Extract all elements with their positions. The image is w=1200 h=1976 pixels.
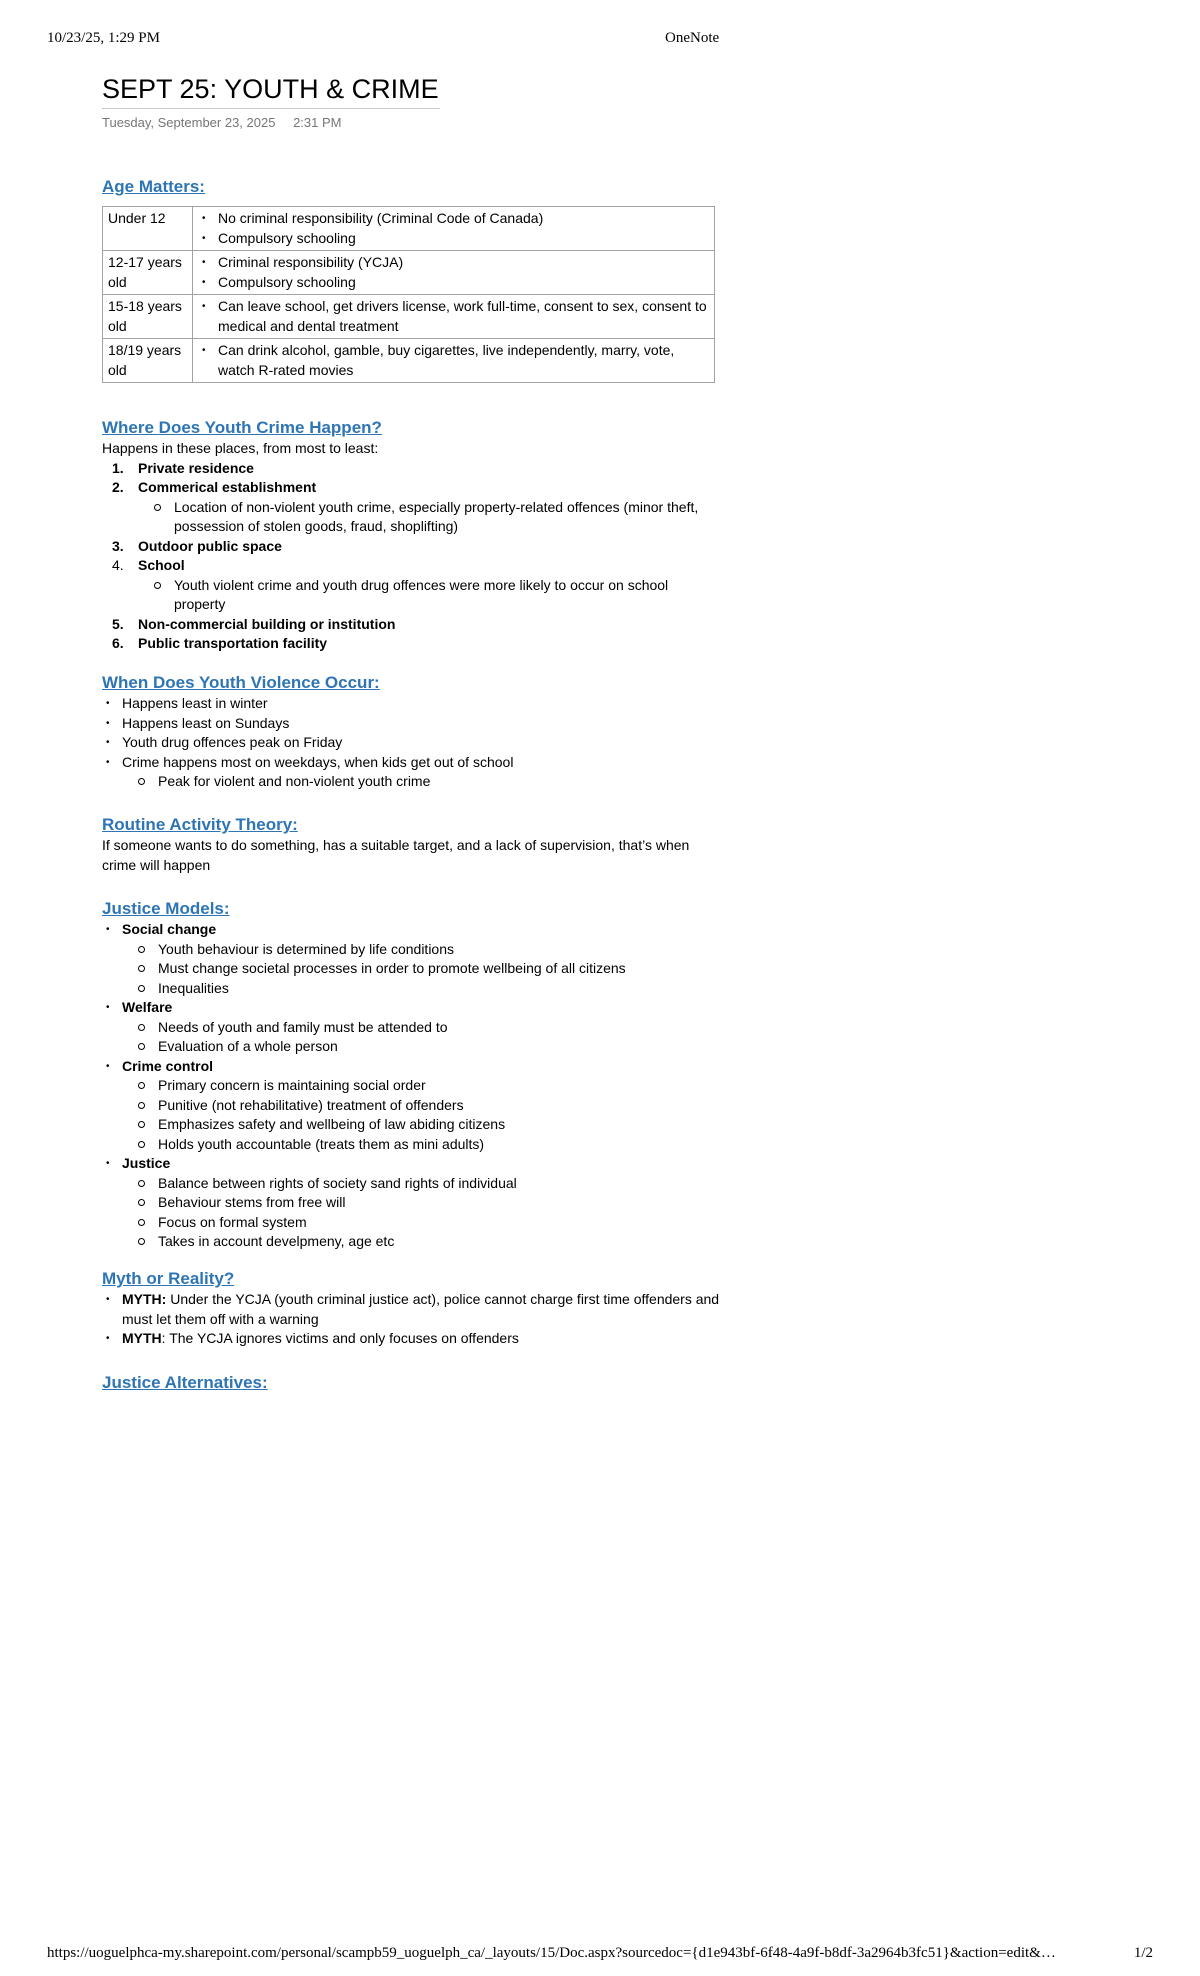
rights-item: • Compulsory schooling <box>198 273 709 293</box>
where-intro: Happens in these places, from most to least: <box>102 440 379 456</box>
rights-item: • Criminal responsibility (YCJA) <box>198 253 709 273</box>
model-item <box>102 1154 722 1252</box>
age-cell: 12-17 years old <box>103 251 193 295</box>
age-row <box>103 251 715 295</box>
place-note: Youth violent crime and youth drug offences were more likely to occur on school property <box>174 576 722 615</box>
place-label: Non-commercial building or institution <box>138 615 396 632</box>
routine-heading: Routine Activity Theory: <box>102 815 298 834</box>
myth-item <box>102 1329 722 1349</box>
myth-text: : The YCJA ignores victims and only focuses on offenders <box>161 1330 519 1346</box>
model-point: Punitive (not rehabilitative) treatment of offenders <box>158 1096 722 1116</box>
model-point: Balance between rights of society sand rights of individual <box>158 1174 722 1194</box>
when-text: Happens least on Sundays <box>122 714 290 731</box>
model-item <box>102 920 722 998</box>
place-number: 5. <box>112 615 124 632</box>
rights-item: • Can drink alcohol, gamble, buy cigarettes, live independently, marry, vote, watch R-rated movies <box>198 341 709 380</box>
place-item <box>102 537 722 557</box>
print-app-name: OneNote <box>665 30 720 46</box>
age-cell: Under 12 <box>103 207 193 251</box>
place-number: 4. <box>112 557 124 573</box>
place-label: Private residence <box>138 459 254 476</box>
when-text: Youth drug offences peak on Friday <box>122 734 343 750</box>
age-row <box>103 339 715 383</box>
rights-item: • Compulsory schooling <box>198 229 709 249</box>
print-url: https://uoguelphca-my.sharepoint.com/personal/scampb59_uoguelph_ca/_layouts/15/Doc.aspx?sourcedoc={d1e943bf-6f48-4a9f-b8df-3a2964b3fc51}&action=edit&… <box>47 1945 1056 1961</box>
when-section <box>102 672 722 792</box>
rights-cell <box>193 339 715 383</box>
model-item <box>102 998 722 1057</box>
myth-text: Under the YCJA (youth criminal justice act), police cannot charge first time offenders and must let them off with a warning <box>122 1291 720 1327</box>
when-text: Crime happens most on weekdays, when kids get out of school <box>122 753 514 770</box>
when-item <box>102 714 722 734</box>
model-points <box>122 1076 722 1154</box>
note-page <box>102 74 722 1392</box>
age-row <box>103 207 715 251</box>
place-item <box>102 615 722 635</box>
place-notes <box>138 576 722 615</box>
page-created <box>102 115 722 130</box>
model-point: Evaluation of a whole person <box>158 1037 722 1057</box>
page-time: 2:31 PM <box>293 115 342 130</box>
model-point: Focus on formal system <box>158 1213 722 1233</box>
myth-section <box>102 1268 722 1349</box>
age-row <box>103 295 715 339</box>
place-item <box>102 556 722 615</box>
models-section <box>102 898 722 1252</box>
alternatives-section <box>102 1372 722 1394</box>
place-notes <box>138 498 722 537</box>
place-label: Commerical establishment <box>138 479 317 495</box>
place-label: Outdoor public space <box>138 537 282 554</box>
model-point: Behaviour stems from free will <box>158 1193 722 1213</box>
model-point: Needs of youth and family must be attended to <box>158 1018 722 1038</box>
model-point: Holds youth accountable (treats them as mini adults) <box>158 1135 722 1155</box>
model-label: Crime control <box>122 1057 214 1074</box>
when-list <box>102 694 722 792</box>
age-table <box>102 206 715 383</box>
place-number: 1. <box>112 459 124 476</box>
alternatives-heading: Justice Alternatives: <box>102 1373 268 1392</box>
rights-list <box>198 341 709 380</box>
print-datetime: 10/23/25, 1:29 PM <box>47 30 160 46</box>
rights-cell <box>193 207 715 251</box>
place-item <box>102 634 722 654</box>
when-item <box>102 753 722 792</box>
models-list <box>102 920 722 1252</box>
model-label: Welfare <box>122 999 173 1015</box>
print-footer <box>47 1945 1153 1965</box>
page-title[interactable]: SEPT 25: YOUTH & CRIME <box>102 74 440 109</box>
print-page-number: 1/2 <box>1133 1945 1153 1961</box>
place-number: 3. <box>112 537 124 554</box>
page-date: Tuesday, September 23, 2025 <box>102 115 276 130</box>
when-item <box>102 694 722 714</box>
when-text: Happens least in winter <box>122 695 268 711</box>
model-label: Justice <box>122 1155 171 1171</box>
rights-item: • Can leave school, get drivers license, work full-time, consent to sex, consent to medical and dental treatment <box>198 297 709 336</box>
rights-item: • No criminal responsibility (Criminal Code of Canada) <box>198 209 709 229</box>
myth-label: MYTH <box>122 1330 162 1346</box>
where-heading: Where Does Youth Crime Happen? <box>102 418 382 437</box>
place-note: Location of non-violent youth crime, especially property-related offences (minor theft, possession of stolen goods, fraud, shoplifting) <box>174 498 722 537</box>
model-point: Takes in account develpmeny, age etc <box>158 1232 722 1252</box>
place-label: Public transportation facility <box>138 635 328 651</box>
routine-text: If someone wants to do something, has a suitable target, and a lack of supervision, that’s when crime will happen <box>102 837 690 873</box>
print-header <box>47 30 1153 50</box>
where-list <box>102 459 722 654</box>
myth-item <box>102 1290 722 1329</box>
when-heading: When Does Youth Violence Occur: <box>102 673 380 692</box>
age-matters-section <box>102 176 722 383</box>
model-point: Must change societal processes in order to promote wellbeing of all citizens <box>158 959 722 979</box>
myth-list <box>102 1290 722 1349</box>
model-point: Youth behaviour is determined by life conditions <box>158 940 722 960</box>
model-points <box>122 1174 722 1252</box>
when-notes <box>122 772 722 792</box>
place-item <box>102 459 722 479</box>
model-label: Social change <box>122 921 217 937</box>
myth-heading: Myth or Reality? <box>102 1269 235 1288</box>
models-heading: Justice Models: <box>102 899 230 918</box>
place-label: School <box>138 557 185 573</box>
age-cell: 18/19 years old <box>103 339 193 383</box>
where-section <box>102 417 722 654</box>
model-point: Emphasizes safety and wellbeing of law abiding citizens <box>158 1115 722 1135</box>
rights-list <box>198 297 709 336</box>
rights-cell <box>193 251 715 295</box>
routine-section <box>102 814 722 875</box>
rights-list <box>198 209 709 248</box>
model-points <box>122 940 722 999</box>
model-points <box>122 1018 722 1057</box>
age-cell: 15-18 years old <box>103 295 193 339</box>
model-item <box>102 1057 722 1155</box>
when-item <box>102 733 722 753</box>
place-item <box>102 478 722 537</box>
model-point: Inequalities <box>158 979 722 999</box>
when-note: Peak for violent and non-violent youth crime <box>158 772 722 792</box>
age-matters-heading: Age Matters: <box>102 177 205 196</box>
place-number: 6. <box>112 635 124 651</box>
place-number: 2. <box>112 479 124 495</box>
model-point: Primary concern is maintaining social order <box>158 1076 722 1096</box>
myth-label: MYTH: <box>122 1291 167 1307</box>
rights-cell <box>193 295 715 339</box>
rights-list <box>198 253 709 292</box>
